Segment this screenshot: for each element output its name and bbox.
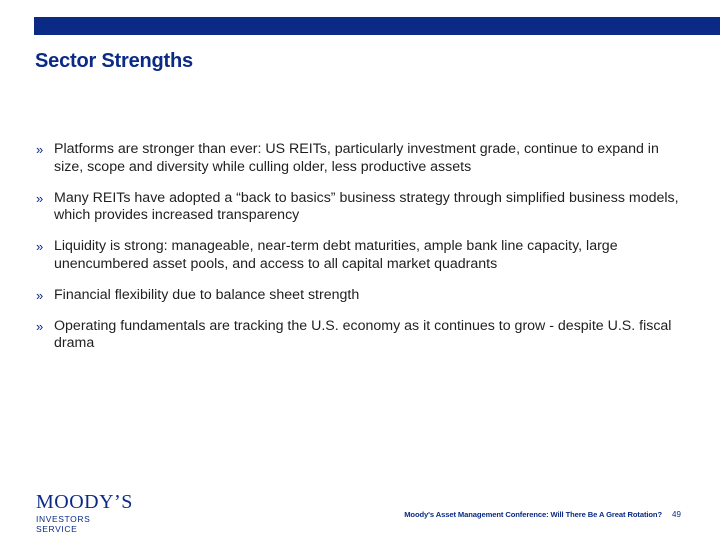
bullet-marker: » [36,318,44,334]
bullet-item [36,318,686,353]
bullet-text: Many REITs have adopted a “back to basics” business strategy through simplified business models, which provides increased transparency [54,189,679,223]
bullet-text: Financial flexibility due to balance sheet strength [54,286,360,303]
header-bar [34,17,720,35]
logo-wordmark: MOODY’S [36,491,133,513]
bullet-marker: » [36,190,44,206]
moodys-logo [36,492,132,532]
bullet-item [36,141,686,176]
bullet-item [36,238,686,273]
bullet-text: Liquidity is strong: manageable, near-term debt maturities, ample bank line capacity, large unencumbered asset pools, and access to all capital market quadrants [54,238,618,272]
bullet-marker: » [36,287,44,303]
logo-subtitle: INVESTORS SERVICE [36,514,91,534]
page-number: 49 [672,510,681,519]
bullet-item [36,287,686,305]
bullet-marker: » [36,239,44,254]
bullet-text: Operating fundamentals are tracking the U.S. economy as it continues to grow - despite U.S. fiscal drama [54,317,672,351]
bullet-item [36,190,686,225]
bullet-text: Platforms are stronger than ever: US REITs, particularly investment grade, continue to expand in size, scope and diversity while culling older, less productive assets [54,141,659,175]
bullet-marker: » [36,142,44,157]
slide-title: Sector Strengths [35,50,193,72]
bullet-list [36,141,686,366]
footer-caption: Moody's Asset Management Conference: Will There Be A Great Rotation? [404,510,662,519]
